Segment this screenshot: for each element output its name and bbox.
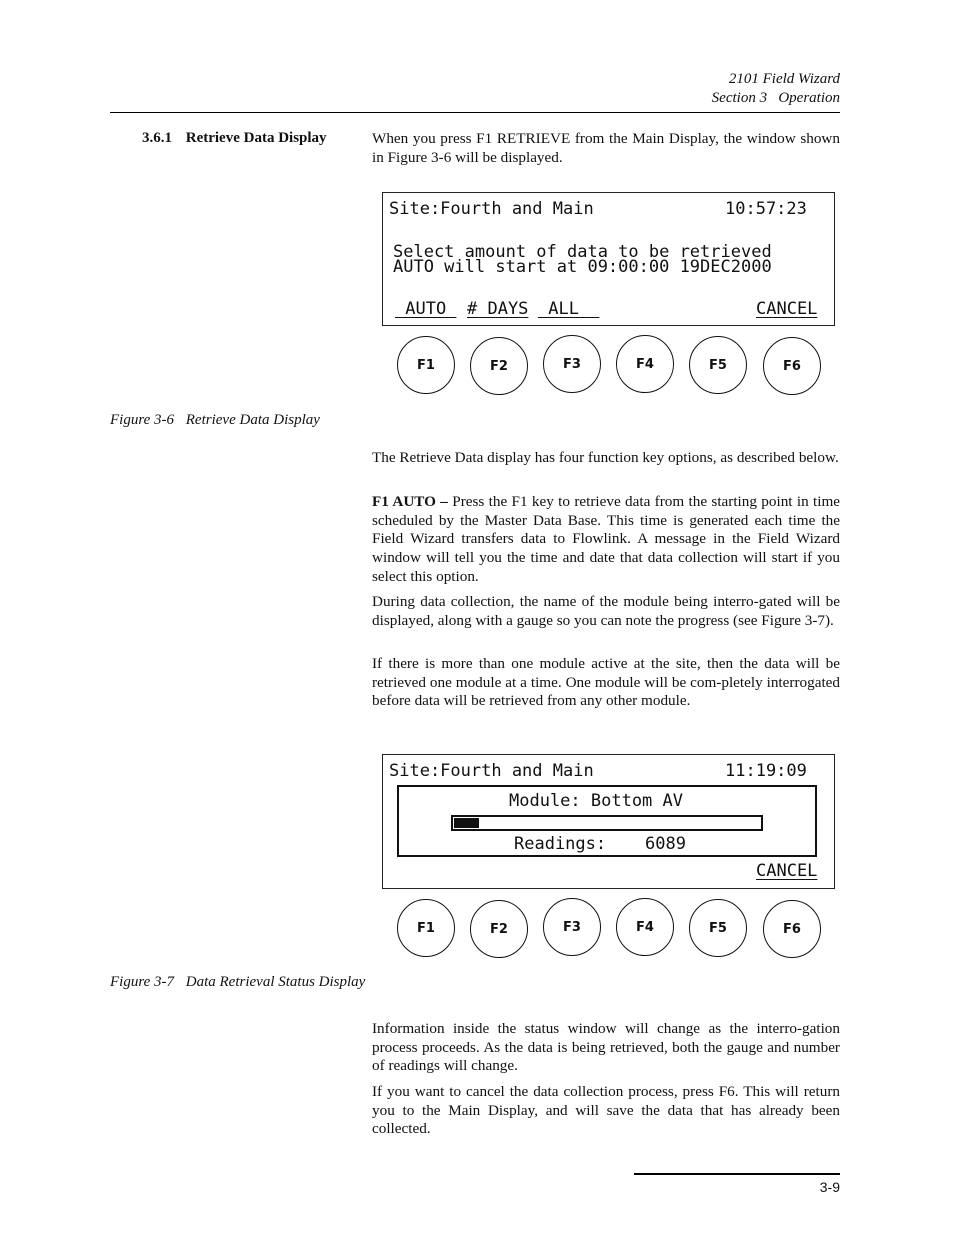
screen-prompt-line: Select amount of data to be retrieved — [393, 242, 772, 262]
f2-key[interactable]: F2 — [470, 337, 528, 395]
f2-key[interactable]: F2 — [470, 900, 528, 958]
readings-count: 6089 — [645, 834, 686, 854]
progress-gauge — [451, 815, 763, 831]
softkey-days: # DAYS — [467, 299, 529, 319]
softkey-all: ALL — [538, 299, 600, 319]
figure-3-7-caption — [110, 974, 365, 991]
status-window — [397, 785, 817, 857]
f4-key[interactable]: F4 — [616, 898, 674, 956]
header-rule — [110, 112, 840, 113]
caption-text: Data Retrieval Status Display — [185, 974, 366, 990]
section-heading — [142, 130, 327, 147]
section-title: Retrieve Data Display — [185, 130, 327, 146]
screen-clock: 10:57:23 — [725, 199, 807, 219]
f1-key[interactable]: F1 — [397, 336, 455, 394]
figure-3-6-caption — [110, 412, 320, 429]
f1-auto-body: Press the F1 key to retrieve data from the starting point in time scheduled by the Master Data Base. This time is generated each time the Field Wizard transfers data to Flowlink. A message in the Field Wizard window will tell you the time and date that data collection will start if you select this option. — [372, 493, 840, 585]
f5-key[interactable]: F5 — [689, 336, 747, 394]
softkey-auto: AUTO — [395, 299, 457, 319]
screen-site-label: Site:Fourth and Main — [389, 199, 594, 219]
f3-key[interactable]: F3 — [543, 898, 601, 956]
multiple-modules-paragraph: If there is more than one module active at the site, then the data will be retrieved one module at a time. One module will be com-pletely interrogated before data will be retrieved from any other module. — [372, 655, 840, 710]
function-key-row — [397, 336, 829, 398]
status-softkey-cancel: CANCEL — [756, 861, 818, 881]
caption-label: Figure 3-7 — [110, 974, 175, 990]
f5-key[interactable]: F5 — [689, 899, 747, 957]
running-header-section — [712, 89, 840, 108]
progress-gauge-fill — [454, 818, 479, 828]
status-info-paragraph: Information inside the status window will change as the interro-gation process proceeds. As the data is being retrieved, both the gauge and number of readings will change. — [372, 1020, 840, 1075]
caption-text: Retrieve Data Display — [185, 412, 320, 428]
f1-auto-lead: F1 AUTO – — [372, 493, 448, 510]
retrieve-data-screen — [382, 192, 835, 326]
header-section-name: Operation — [778, 90, 840, 106]
cancel-info-paragraph: If you want to cancel the data collection process, press F6. This will return you to the Main Display, and will save the data that has already been collected. — [372, 1083, 840, 1138]
function-key-row-2 — [397, 899, 829, 961]
status-clock: 11:19:09 — [725, 761, 807, 781]
footer-rule — [634, 1173, 840, 1175]
collection-paragraph: During data collection, the name of the module being interro-gated will be displayed, along with a gauge so you can note the progress (see Figure 3-7). — [372, 593, 840, 629]
f1-key[interactable]: F1 — [397, 899, 455, 957]
retrieval-status-screen — [382, 754, 835, 889]
f6-key[interactable]: F6 — [763, 900, 821, 958]
screen-auto-start-line: AUTO will start at 09:00:00 19DEC2000 — [393, 257, 772, 277]
softkey-cancel: CANCEL — [756, 299, 818, 319]
f1-auto-paragraph — [372, 493, 840, 587]
module-name: Module: Bottom AV — [509, 791, 683, 811]
f3-key[interactable]: F3 — [543, 335, 601, 393]
section-number: 3.6.1 — [142, 130, 172, 146]
header-section-label: Section 3 — [711, 90, 768, 106]
options-paragraph: The Retrieve Data display has four function key options, as described below. — [372, 449, 839, 466]
f6-key[interactable]: F6 — [763, 337, 821, 395]
page-number: 3-9 — [819, 1179, 840, 1195]
status-site-label: Site:Fourth and Main — [389, 761, 594, 781]
f4-key[interactable]: F4 — [616, 335, 674, 393]
intro-paragraph: When you press F1 RETRIEVE from the Main Display, the window shown in Figure 3-6 will be displayed. — [372, 130, 840, 166]
caption-label: Figure 3-6 — [110, 412, 175, 428]
running-header-title: 2101 Field Wizard — [728, 71, 840, 87]
readings-label: Readings: — [514, 834, 607, 854]
